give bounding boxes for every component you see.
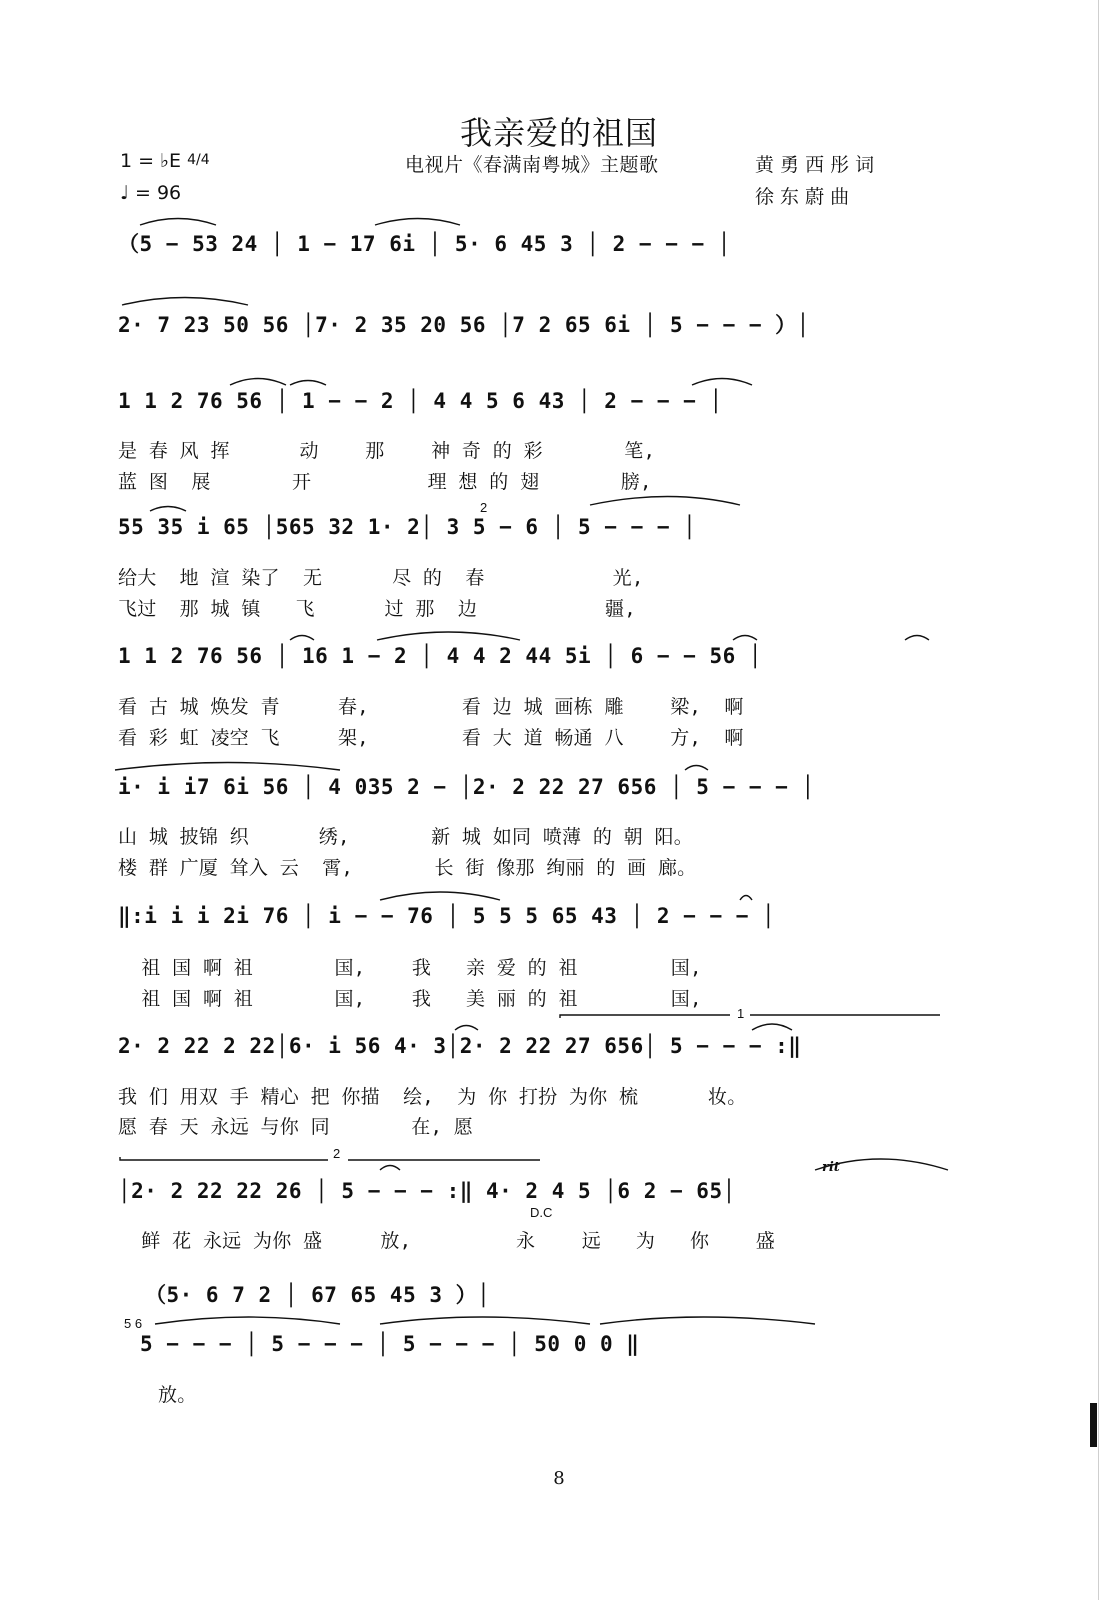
lyric-line-11a: 放。: [158, 1384, 197, 1406]
lyricist-credit: 黄 勇 西 彤 词: [755, 154, 875, 176]
page-number: 8: [553, 1468, 565, 1489]
composer-credit: 徐 东 蔚 曲: [755, 186, 850, 208]
subtitle: 电视片《春满南粤城》主题歌: [405, 154, 659, 176]
volta-1-label: 1: [737, 1006, 745, 1021]
notation-line-11: 5 − − − │ 5 − − − │ 5 − − − │ 50 0 0 ‖: [140, 1332, 640, 1356]
tempo-marking: ♩ = 96: [120, 182, 182, 204]
grace-note-mark-2: 5 6: [124, 1316, 143, 1331]
notation-line-10: （5· 6 7 2 │ 67 65 45 3 ）│: [145, 1283, 491, 1307]
lyric-line-4a: 给大 地 渲 染了 无 尽 的 春 光,: [118, 567, 644, 589]
notation-line-5: 1 1 2 76 56 │ 16 1 − 2 │ 4 4 2 44 5i │ 6 − − 56 │: [118, 644, 763, 668]
lyric-line-3b: 蓝 图 展 开 理 想 的 翅 膀,: [118, 471, 652, 493]
grace-note-mark: 2: [480, 500, 488, 515]
time-signature: 4/4: [187, 152, 210, 168]
page-edge-line: [1098, 0, 1099, 1600]
notation-line-3: 1 1 2 76 56 │ 1 − − 2 │ 4 4 5 6 43 │ 2 − − − │: [118, 389, 723, 413]
dc-mark: D.C: [530, 1205, 553, 1220]
lyric-line-9a: 鲜 花 永远 为你 盛 放, 永 远 为 你 盛: [118, 1230, 775, 1252]
notation-line-1: （5 − 53 24 │ 1 − 17 6i │ 5· 6 45 3 │ 2 − − − │: [118, 232, 731, 256]
lyric-line-5b: 看 彩 虹 凌空 飞 架, 看 大 道 畅通 八 方, 啊: [118, 727, 744, 749]
notation-line-8: 2· 2 22 2 22│6· i 56 4· 3│2· 2 22 27 656│ 5 − − − :‖: [118, 1034, 802, 1058]
lyric-line-4b: 飞过 那 城 镇 飞 过 那 边 疆,: [118, 598, 636, 620]
notation-line-2: 2· 7 23 50 56 │7· 2 35 20 56 │7 2 65 6i │ 5 − − − ）│: [118, 313, 810, 337]
notation-line-9: │2· 2 22 22 26 │ 5 − − − :‖ 4· 2 4 5 │6 2 − 65│: [118, 1179, 736, 1203]
notation-line-7: ‖:i i i 2i 76 │ i − − 76 │ 5 5 5 65 43 │ 2 − − − │: [118, 904, 776, 928]
ritardando-mark: rit: [822, 1160, 840, 1175]
lyric-line-5a: 看 古 城 焕发 青 春, 看 边 城 画栋 雕 梁, 啊: [118, 696, 744, 718]
lyric-line-3a: 是 春 风 挥 动 那 神 奇 的 彩 笔,: [118, 440, 656, 462]
notation-line-6: i· i i7 6i 56 │ 4 035 2 − │2· 2 22 27 656 │ 5 − − − │: [118, 775, 815, 799]
notation-line-4: 55 35 i 65 │565 32 1· 2│ 3 5 − 6 │ 5 − − − │: [118, 515, 697, 539]
lyric-line-8a: 我 们 用双 手 精心 把 你描 绘, 为 你 打扮 为你 梳 妆。: [118, 1086, 747, 1108]
lyric-line-7b: 祖 国 啊 祖 国, 我 美 丽 的 祖 国,: [118, 988, 702, 1010]
lyric-line-6b: 楼 群 广厦 耸入 云 霄, 长 街 像那 绚丽 的 画 廊。: [118, 857, 697, 879]
volta-2-label: 2: [333, 1146, 341, 1161]
key-signature: [120, 150, 210, 172]
lyric-line-6a: 山 城 披锦 织 绣, 新 城 如同 喷薄 的 朝 阳。: [118, 826, 693, 848]
song-title: 我亲爱的祖国: [459, 114, 658, 152]
page-edge-mark: [1090, 1403, 1097, 1447]
key-signature-text: 1 = ♭E: [120, 150, 182, 172]
lyric-line-8b: 愿 春 天 永远 与你 同 在, 愿: [118, 1116, 473, 1138]
lyric-line-7a: 祖 国 啊 祖 国, 我 亲 爱 的 祖 国,: [118, 957, 702, 979]
